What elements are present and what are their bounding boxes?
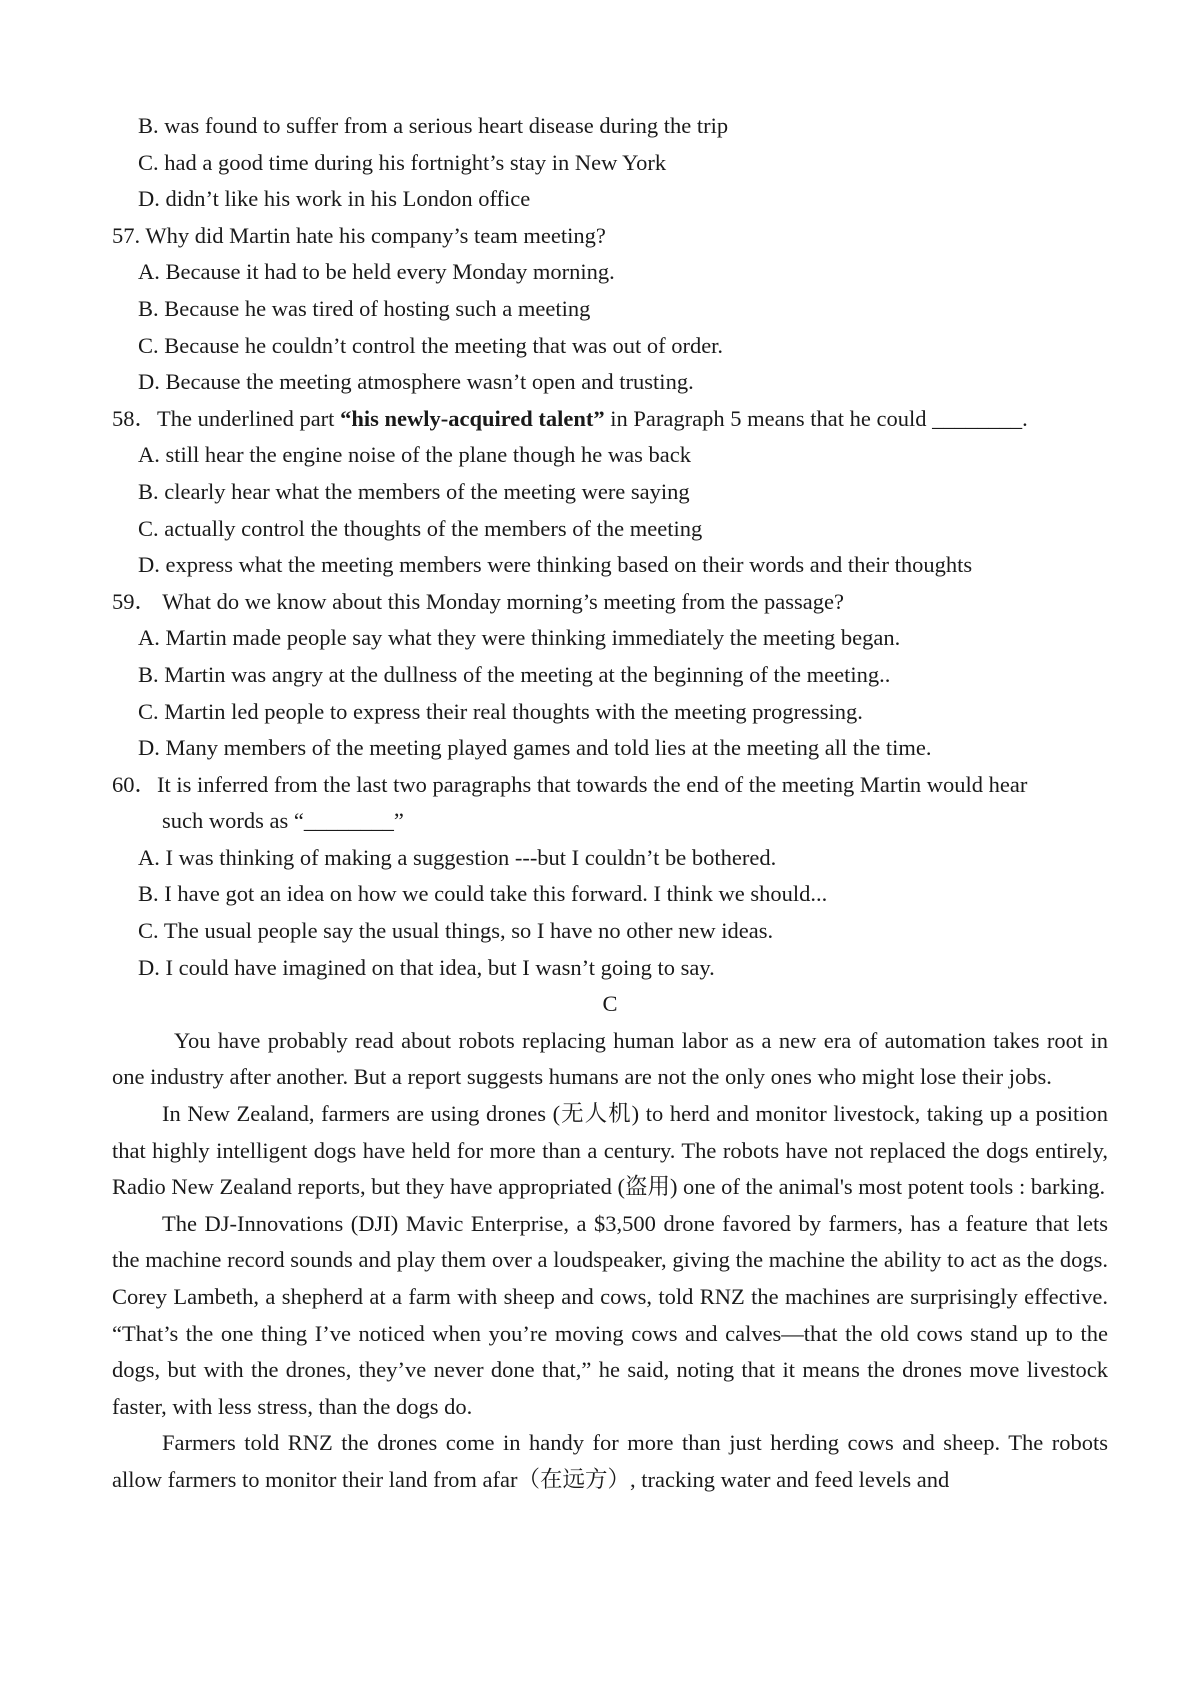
q59-option-d: D. Many members of the meeting played games and told lies at the meeting all the time. — [138, 735, 932, 761]
passage-paragraph: You have probably read about robots replacing human labor as a new era of automation takes root in one industry after another. But a report suggests humans are not the only ones who might lose their jobs. — [112, 1027, 1108, 1090]
q58-stem-before: 58．The underlined part — [112, 405, 341, 431]
passage-paragraph: Farmers told RNZ the drones come in handy for more than just herding cows and sheep. The robots allow farmers to monitor their land from afar（在远方）, tracking water and feed levels and — [112, 1430, 1108, 1492]
q56-option-d: D. didn’t like his work in his London office — [138, 186, 531, 212]
q60-stem-line1: 60．It is inferred from the last two paragraphs that towards the end of the meeting Martin would hear — [112, 771, 1028, 797]
q59-option-b: B. Martin was angry at the dullness of the meeting at the beginning of the meeting.. — [138, 661, 891, 687]
q57-option-d: D. Because the meeting atmosphere wasn’t open and trusting. — [138, 369, 694, 395]
q57-option-a: A. Because it had to be held every Monday morning. — [138, 259, 615, 285]
q57-option-b: B. Because he was tired of hosting such a meeting — [138, 295, 591, 321]
q57-stem: 57. Why did Martin hate his company’s team meeting? — [112, 222, 606, 248]
q57-option-c: C. Because he couldn’t control the meeting that was out of order. — [138, 332, 724, 358]
q58-stem — [112, 401, 1108, 438]
q60-option-a: A. I was thinking of making a suggestion ---but I couldn’t be bothered. — [138, 844, 777, 870]
q58-stem-bold: “his newly-acquired talent” — [340, 405, 605, 431]
section-c-heading: C — [602, 991, 618, 1017]
q60-option-c: C. The usual people say the usual things, so I have no other new ideas. — [138, 918, 774, 944]
q60-option-b: B. I have got an idea on how we could take this forward. I think we should... — [138, 881, 828, 907]
section-c-passage — [112, 1023, 1108, 1499]
q58-option-a: A. still hear the engine noise of the plane though he was back — [138, 442, 691, 468]
exam-page — [112, 108, 1108, 1499]
q56-option-c: C. had a good time during his fortnight’s stay in New York — [138, 149, 667, 175]
q58-option-c: C. actually control the thoughts of the members of the meeting — [138, 515, 703, 541]
q58-option-d: D. express what the meeting members were thinking based on their words and their thoughts — [138, 552, 973, 578]
q60-stem-line2: such words as “________” — [162, 808, 404, 834]
passage-paragraph: The DJ-Innovations (DJI) Mavic Enterprise, a $3,500 drone favored by farmers, has a feature that lets the machine record sounds and play them over a loudspeaker, giving the machine the ability to act as the dogs. Corey Lambeth, a shepherd at a farm with sheep and cows, told RNZ the machines are surprisingly effective. “That’s the one thing I’ve noticed when you’re moving cows and calves—that the old cows stand up to the dogs, but with the drones, they’ve never done that,” he said, noting that it means the drones move livestock faster, with less stress, than the dogs do. — [112, 1210, 1108, 1419]
q56-option-b: B. was found to suffer from a serious heart disease during the trip — [138, 113, 729, 138]
q59-option-c: C. Martin led people to express their real thoughts with the meeting progressing. — [138, 698, 863, 724]
q59-stem: 59． What do we know about this Monday morning’s meeting from the passage? — [112, 588, 844, 614]
q59-option-a: A. Martin made people say what they were thinking immediately the meeting began. — [138, 625, 901, 651]
q58-option-b: B. clearly hear what the members of the meeting were saying — [138, 478, 690, 504]
passage-paragraph: In New Zealand, farmers are using drones (无人机) to herd and monitor livestock, taking up a position that highly intelligent dogs have held for more than a century. The robots have not replaced the dogs entirely, Radio New Zealand reports, but they have appropriated (盗用) one of the animal's most potent tools : barking. — [112, 1101, 1108, 1200]
q58-stem-after: in Paragraph 5 means that he could ________. — [604, 405, 1028, 431]
q60-option-d: D. I could have imagined on that idea, but I wasn’t going to say. — [138, 954, 715, 980]
